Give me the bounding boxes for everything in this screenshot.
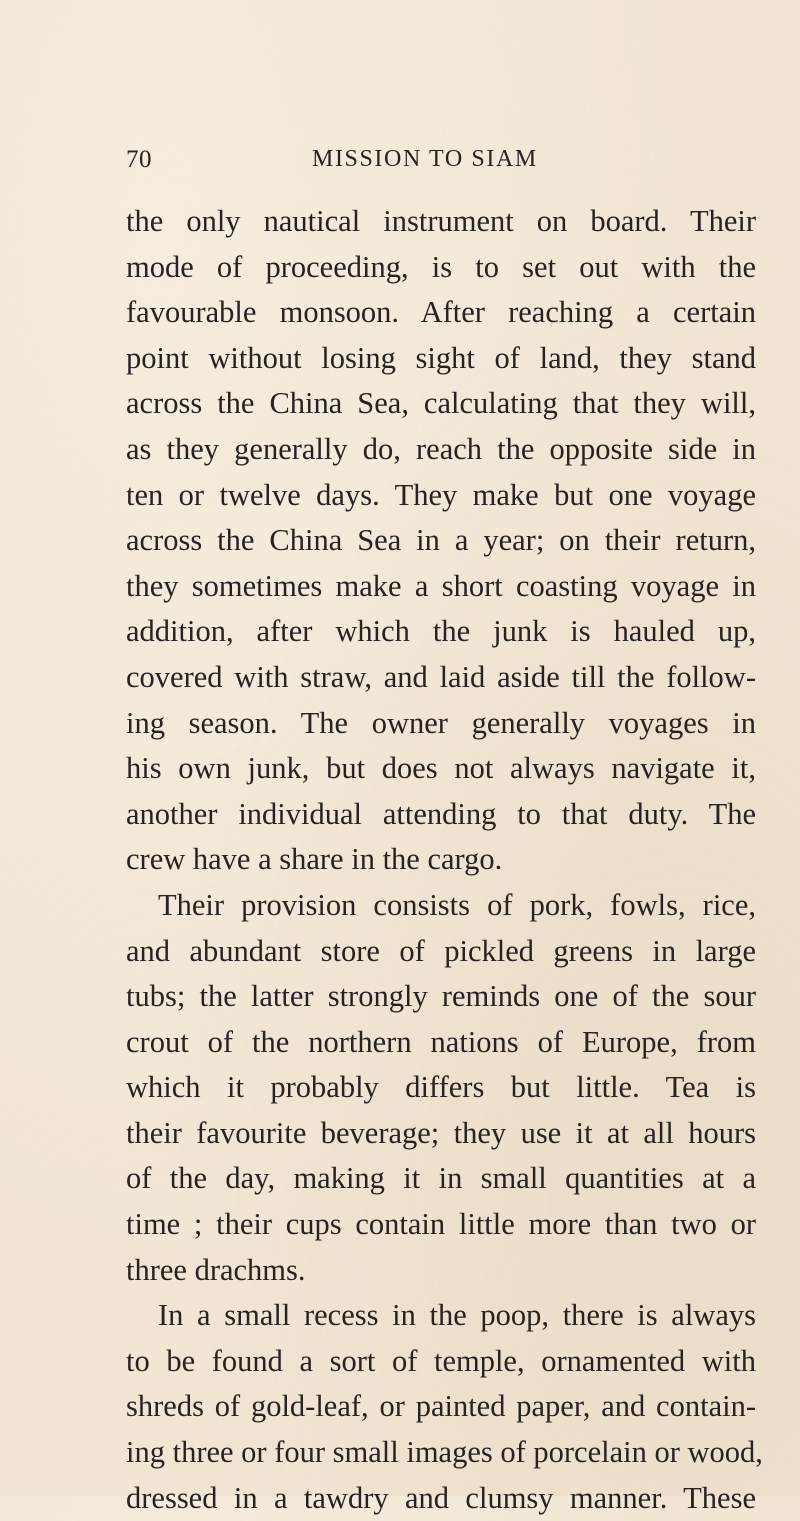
running-title: MISSION TO SIAM (312, 146, 538, 172)
text-line: across the China Sea, calculating that they will, (126, 386, 756, 421)
text-line: to be found a sort of temple, ornamented with (126, 1343, 756, 1378)
page-number: 70 (126, 146, 152, 173)
text-line: crout of the northern nations of Europe, from (126, 1024, 756, 1059)
text-line: addition, after which the junk is hauled up, (126, 614, 756, 649)
text-line: of the day, making it in small quantities at a (126, 1161, 756, 1196)
text-line: ing three or four small images of porcelain or wood, (126, 1435, 763, 1470)
text-line: mode of proceeding, is to set out with the (126, 249, 756, 284)
paragraph-first-line: In a small recess in the poop, there is always (158, 1298, 756, 1333)
body-text (126, 199, 763, 1521)
paragraph-end-line: crew have a share in the cargo. (126, 842, 503, 877)
paragraph-end-line: three drachms. (126, 1252, 306, 1287)
text-line: across the China Sea in a year; on their return, (126, 523, 756, 558)
text-line: point without losing sight of land, they stand (126, 340, 756, 375)
text-line: the only nautical instrument on board. Their (126, 204, 756, 238)
text-line: dressed in a tawdry and clumsy manner. These (126, 1480, 756, 1515)
text-line: and abundant store of pickled greens in large (126, 933, 756, 968)
text-line: shreds of gold-leaf, or painted paper, and contain- (126, 1389, 756, 1424)
text-line: time ; their cups contain little more than two or (126, 1207, 756, 1242)
text-line: they sometimes make a short coasting voyage in (126, 568, 756, 603)
text-line: as they generally do, reach the opposite side in (126, 431, 756, 466)
text-line: ing season. The owner generally voyages in (126, 705, 756, 740)
paragraph-first-line: Their provision consists of pork, fowls, rice, (158, 887, 756, 922)
text-line: tubs; the latter strongly reminds one of the sour (126, 979, 756, 1014)
text-line: his own junk, but does not always navigate it, (126, 751, 756, 786)
text-line: favourable monsoon. After reaching a certain (126, 295, 756, 330)
text-line: covered with straw, and laid aside till the follow- (126, 659, 756, 694)
running-head (126, 146, 776, 180)
text-line: another individual attending to that duty. The (126, 796, 756, 831)
text-line: which it probably differs but little. Tea is (126, 1070, 756, 1105)
text-line: ten or twelve days. They make but one voyage (126, 477, 756, 512)
text-line: their favourite beverage; they use it at all hours (126, 1115, 756, 1150)
